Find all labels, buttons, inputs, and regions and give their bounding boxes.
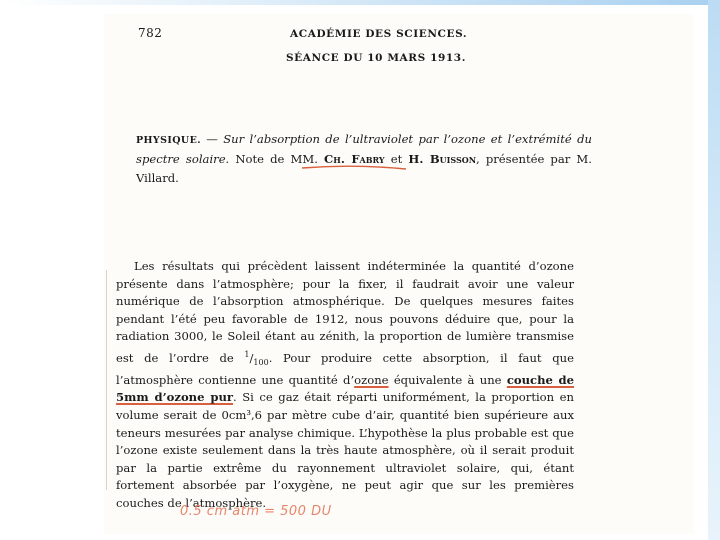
scanned-page [104,14,694,534]
note-de: Note de MM. [229,152,325,166]
page-number: 782 [138,26,163,40]
author-underline-mark [300,162,408,174]
author-fabry: Ch. Fabry [324,152,385,166]
fraction-numerator: 1 [244,349,250,359]
fraction-denominator: 100 [253,358,269,368]
section-rubric: PHYSIQUE. [136,135,201,146]
body-text-3: équivalente à une [388,372,507,387]
presenter: , présentée par M. Villard. [136,152,592,185]
body-text-1: Les résultats qui précèdent laissent indéterminée la quantité d’ozone présente dans l’atmosphère; pour la fixer, il faudrait avoir une valeur numérique de l’absorption atmosphérique. De quelques mesures faites pendant l’été peu favorable de 1912, nous pouvons déduire que, pour la radiation 3000, le Soleil étant au zénith, la proportion de lumière transmise est de l’ordre de [116,259,574,365]
handwritten-annotation: 0.5 cm atm = 500 DU [180,504,332,519]
running-head: ACADÉMIE DES SCIENCES. [290,28,468,40]
rubric-dash: — [200,132,224,146]
margin-line [106,270,107,490]
slide-right-accent [708,0,720,540]
body-text-4: . Si ce gaz était réparti uniformément, la proportion en volume serait de 0cm³,6 par mètre cube d’air, quantité bien supérieure aux teneurs mesurées par analyse chimique. L’hypothèse la plus probable est que l’ozone existe seulement dans la très haute atmosphère, où il serait produit par la partie extrême du rayonnement ultraviolet solaire, qui, étant fortement absorbée par l’oxygène, ne peut agir que sur les premières couches de l’atmosphère. [116,390,574,510]
note-header [136,130,592,188]
note-title: Sur l’absorption de l’ultraviolet par l’ozone et l’extrémité du spectre solaire. [136,132,592,166]
couche-highlight: couche de 5mm d’ozone pur [116,372,574,405]
session-date: SÉANCE DU 10 MARS 1913. [286,52,466,64]
body-paragraph: Les résultats qui précèdent laissent indéterminée la quantité d’ozone présente dans l’atmosphère; pour la fixer, il faudrait avoir une valeur numérique de l’absorption atmosphérique. De quelques mesures faites pendant l’été peu favorable de 1912, nous pouvons déduire que, pour la radiation 3000, le Soleil étant au zénith, la proportion de lumière transmise est de l’ordre de $^1/_{100}$. Pour produire cette absorption, il faut que l’atmosphère contienne une quantité d’ozone équivalente à une couche de 5mm d’ozone pur. Si ce gaz était réparti uniformément, la proportion en volume serait de 0cm³,6 par mètre cube d’air, quantité bien supérieure aux teneurs mesurées par analyse chimique. L’hypothèse la plus probable est que l’ozone existe seulement dans la très haute atmosphère, où il serait produit par la partie extrême du rayonnement ultraviolet solaire, qui, étant fortement absorbée par l’oxygène, ne peut agir que sur les premières couches de l’atmosphère. [116,259,574,510]
ozone-highlight: ozone [354,372,389,387]
author-conjunction: et [384,152,409,166]
body-text-2: . Pour produire cette absorption, il faut que l’atmosphère contienne une quantité d’ [116,350,574,387]
author-buisson: H. Buisson [408,152,477,166]
slide-top-accent [0,0,720,5]
